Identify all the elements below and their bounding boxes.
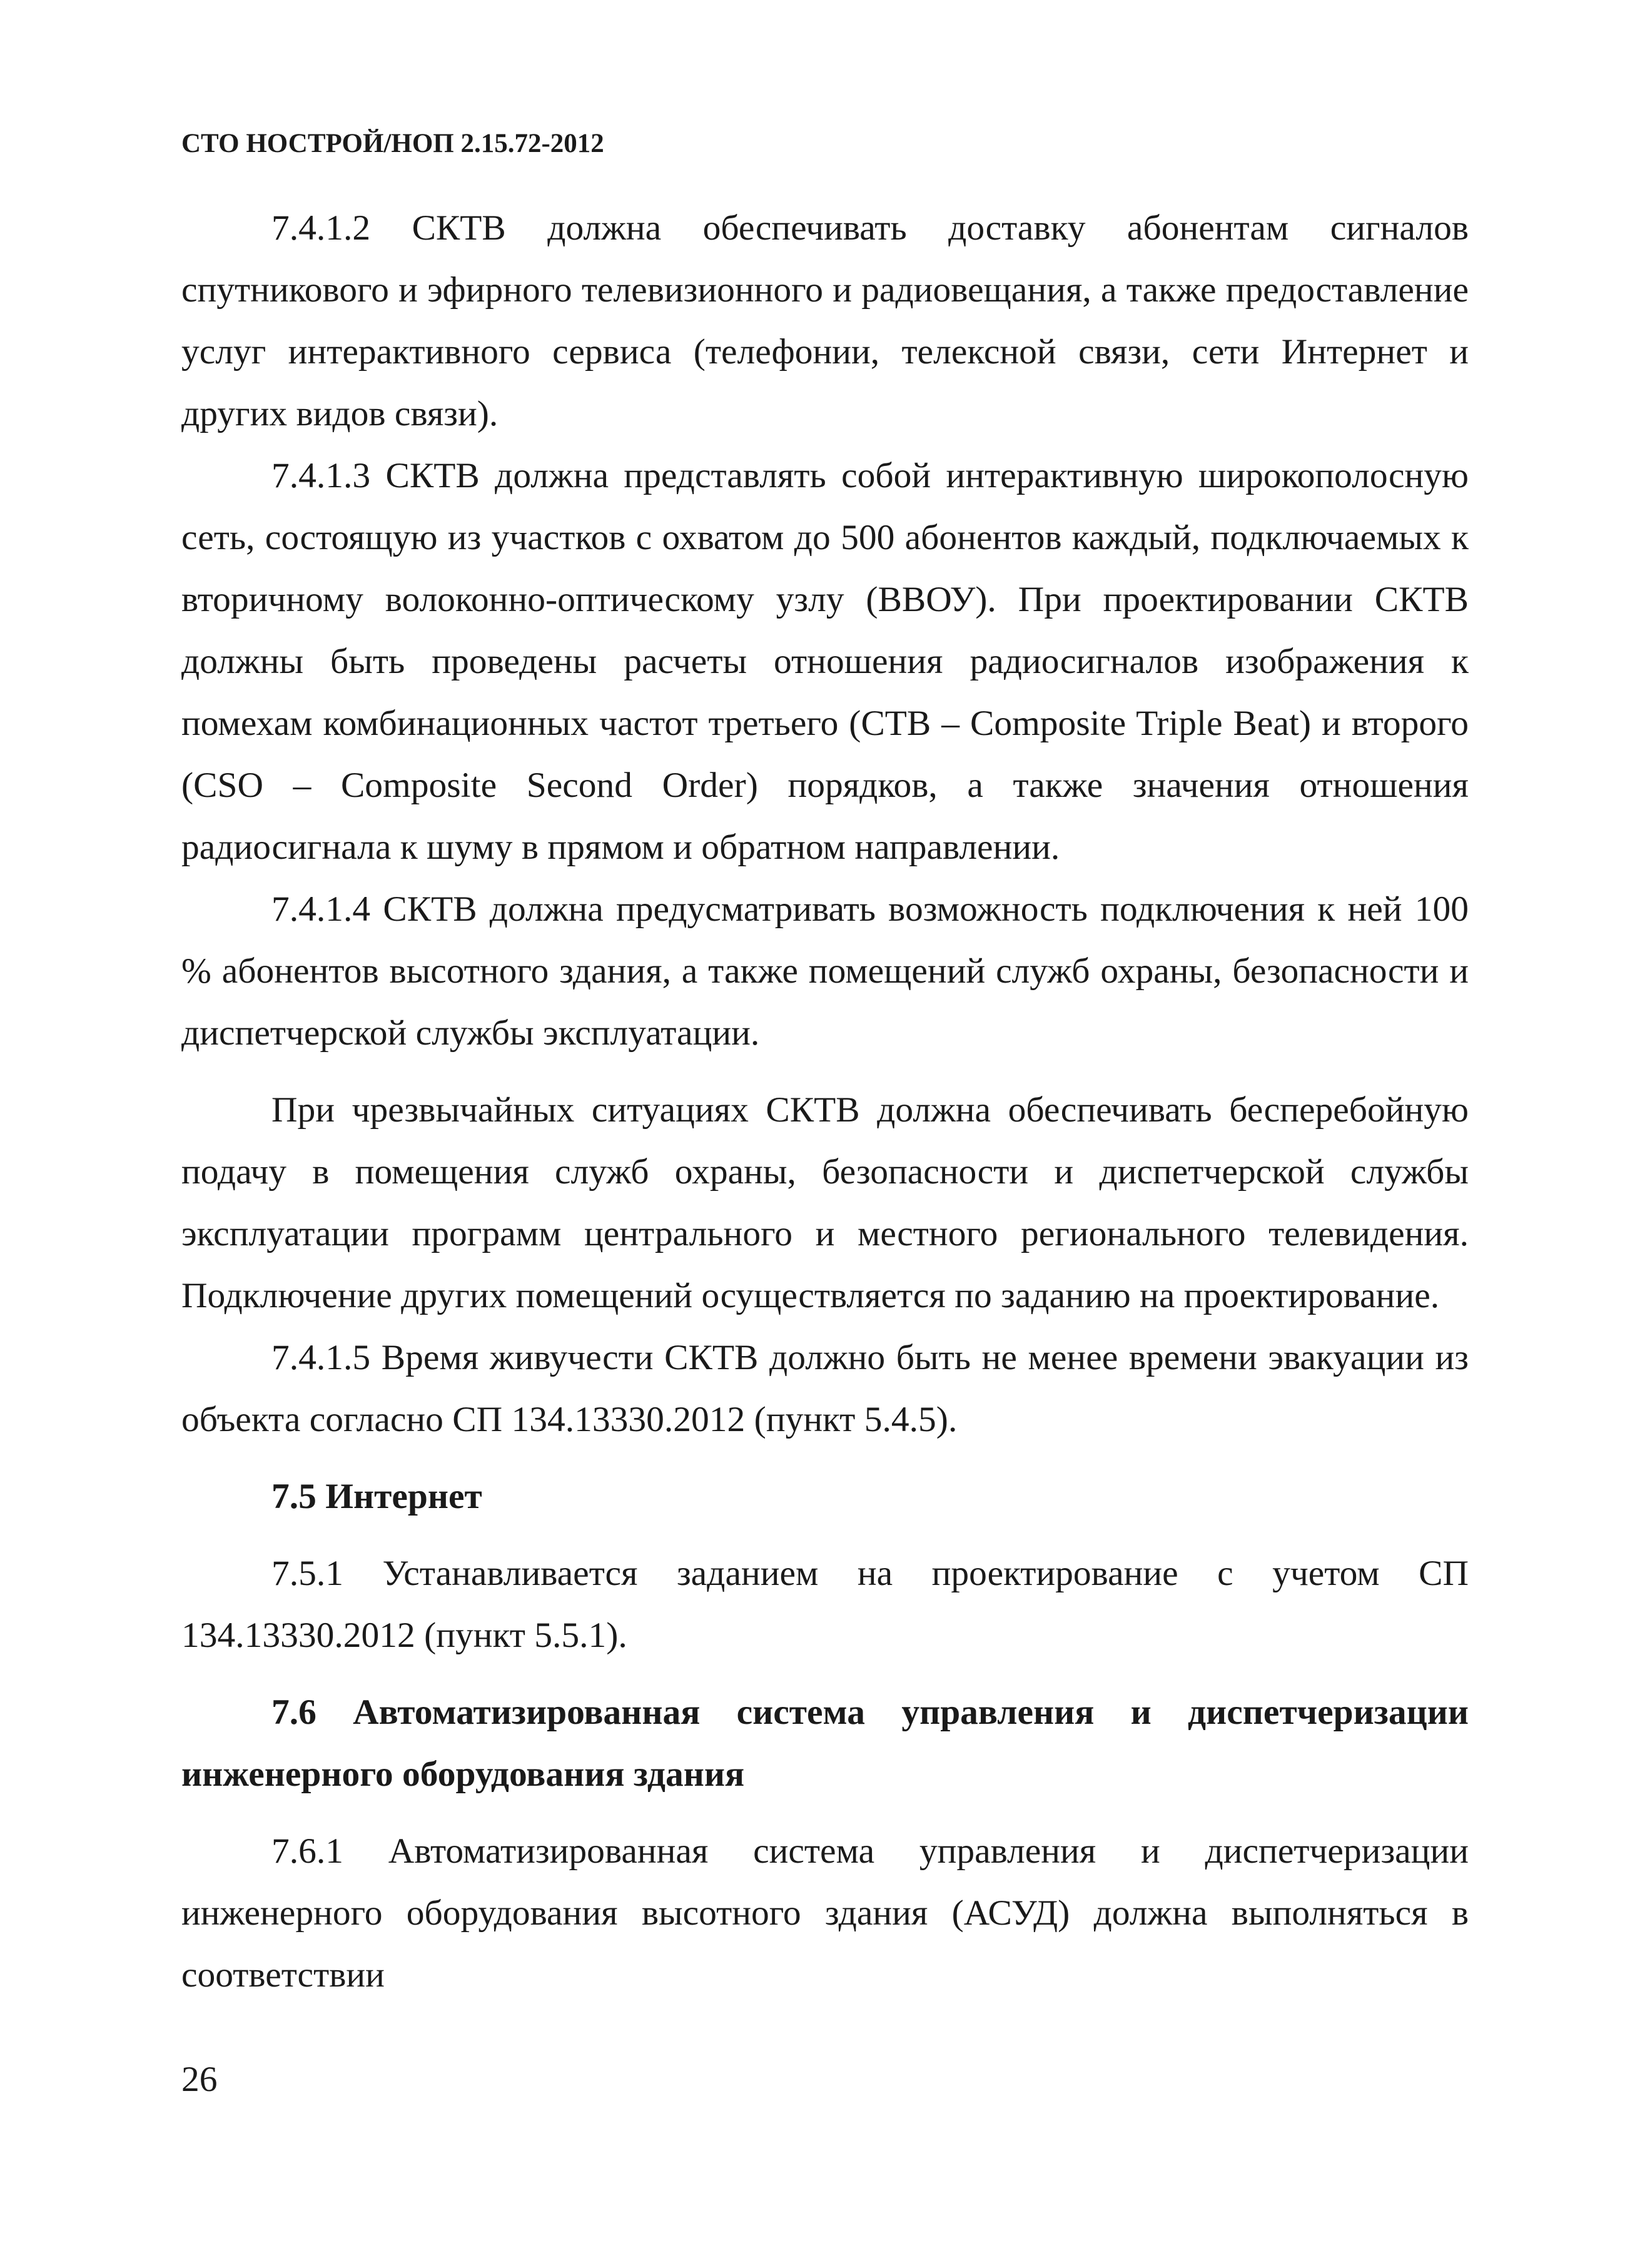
heading-7-5: 7.5 Интернет: [271, 1477, 482, 1516]
standard-header: СТО НОСТРОЙ/НОП 2.15.72-2012: [181, 129, 604, 158]
paragraph-7-5-1: 7.5.1 Устанавливается заданием на проектирование с учетом СП 134.13330.2012 (пункт 5.5.1).: [181, 1554, 1469, 1655]
paragraph-7-6-1: 7.6.1 Автоматизированная система управления и диспетчеризации инженерного оборудования высотного здания (АСУД) должна выполняться в соответствии: [181, 1831, 1469, 1995]
page-number: 26: [181, 2060, 218, 2099]
document-body: [181, 197, 1469, 2006]
paragraph-7-4-1-4: 7.4.1.4 СКТВ должна предусматривать возможность подключения к ней 100 % абонентов высотного здания, а также помещений служб охраны, безопасности и диспетчерской службы эксплуатации.: [181, 889, 1469, 1053]
paragraph-7-4-1-5: 7.4.1.5 Время живучести СКТВ должно быть не менее времени эвакуации из объекта согласно СП 134.13330.2012 (пункт 5.4.5).: [181, 1338, 1469, 1439]
paragraph-emergency: При чрезвычайных ситуациях СКТВ должна обеспечивать бесперебойную подачу в помещения служб охраны, безопасности и диспетчерской службы эксплуатации программ центрального и местного регионального телевидения. Подключение других помещений осуществляется по заданию на проектирование.: [181, 1090, 1469, 1315]
paragraph-7-4-1-3: 7.4.1.3 СКТВ должна представлять собой интерактивную широкополосную сеть, состоящую из участков с охватом до 500 абонентов каждый, подключаемых к вторичному волоконно-оптическому узлу (ВВОУ). При проектировании СКТВ должны быть проведены расчеты отношения радиосигналов изображения к помехам комбинационных частот третьего (СТВ – Composite Triple Beat) и второго (CSO – Composite Second Order) порядков, а также значения отношения радиосигнала к шуму в прямом и обратном направлении.: [181, 456, 1469, 867]
heading-7-6: 7.6 Автоматизированная система управления и диспетчеризации инженерного оборудования здания: [181, 1693, 1469, 1794]
paragraph-7-4-1-2: 7.4.1.2 СКТВ должна обеспечивать доставку абонентам сигналов спутникового и эфирного телевизионного и радиовещания, а также предоставление услуг интерактивного сервиса (телефонии, телексной связи, сети Интернет и других видов связи).: [181, 208, 1469, 433]
